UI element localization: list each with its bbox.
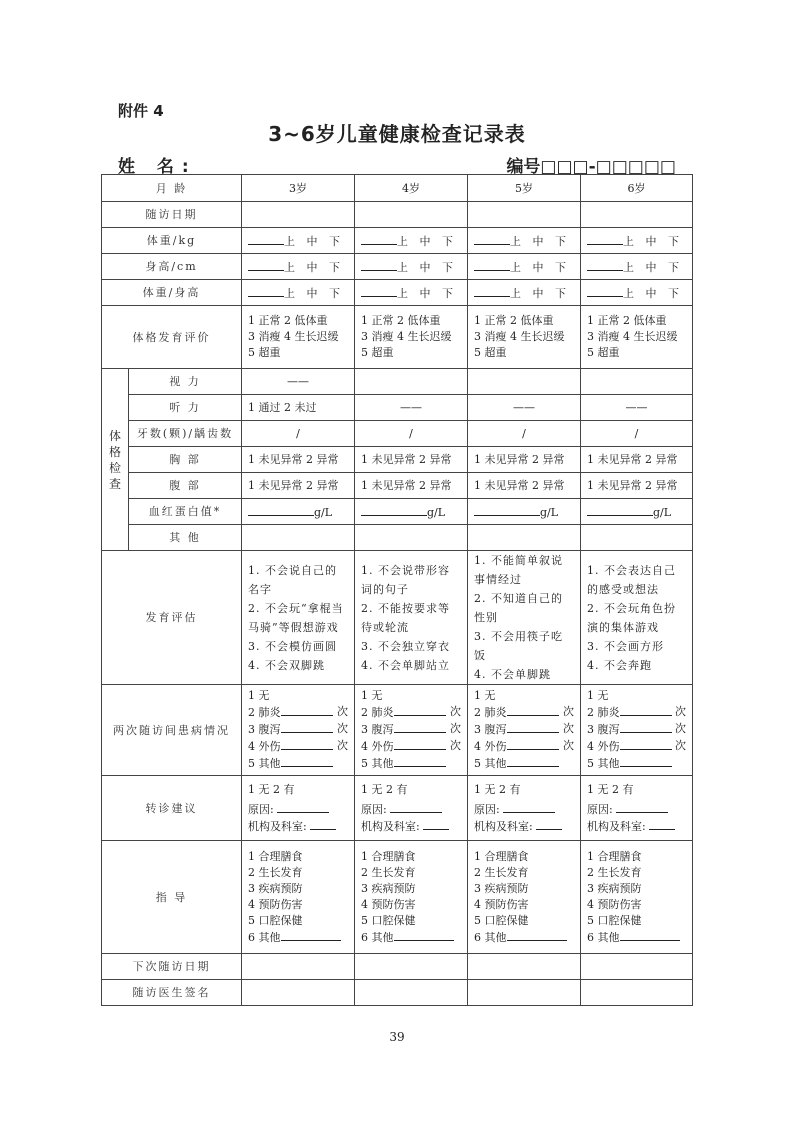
- abdomen-row: [102, 473, 693, 499]
- injury-count-line[interactable]: [394, 738, 446, 750]
- height-label: 身高/cm: [102, 254, 242, 280]
- pneumonia-count-line[interactable]: [281, 704, 333, 716]
- weight-height-input-line[interactable]: [474, 285, 510, 297]
- hearing-label: 听 力: [129, 395, 242, 421]
- vision-label: 视 力: [129, 369, 242, 395]
- growth-eval-label: 体格发育评价: [102, 306, 242, 369]
- weight-height-field[interactable]: 上 中 下: [468, 280, 581, 306]
- abdomen-label: 腹 部: [129, 473, 242, 499]
- doctor-sign-field[interactable]: [468, 980, 581, 1006]
- dev-assess-options[interactable]: 1. 不会说带形容词的句子 2. 不能按要求等待或轮流 3. 不会独立穿衣 4. 不会单脚站立: [355, 551, 468, 685]
- injury-count-line[interactable]: [507, 738, 559, 750]
- column-header-age-2: 4岁: [355, 175, 468, 202]
- weight-height-input-line[interactable]: [361, 285, 397, 297]
- referral-institution-line[interactable]: [310, 818, 336, 830]
- column-header-age-1: 3岁: [242, 175, 355, 202]
- guidance-other-line[interactable]: [507, 929, 567, 941]
- other-exam-field[interactable]: [581, 525, 693, 551]
- teeth-row: [102, 421, 693, 447]
- hearing-field[interactable]: 1 通过 2 未过: [242, 395, 355, 421]
- illness-options[interactable]: 1 无 2 肺炎 次 3 腹泻 次 4 外伤 次 5 其他: [242, 685, 355, 776]
- diarrhea-count-line[interactable]: [620, 721, 672, 733]
- attachment-label: 附件 4: [118, 102, 164, 120]
- hemoglobin-field[interactable]: g/L: [581, 499, 693, 525]
- hemoglobin-row: [102, 499, 693, 525]
- hemoglobin-input-line[interactable]: [248, 504, 314, 516]
- dev-assess-options[interactable]: 1. 不会表达自己的感受或想法 2. 不会玩角色扮演的集体游戏 3. 不会画方形 4. 不会奔跑: [581, 551, 693, 685]
- guidance-options[interactable]: 1 合理膳食 2 生长发育 3 疾病预防 4 预防伤害 5 口腔保健 6 其他: [242, 841, 355, 954]
- hearing-field[interactable]: ——: [581, 395, 693, 421]
- hearing-field[interactable]: ——: [468, 395, 581, 421]
- growth-eval-row: [102, 306, 693, 369]
- doctor-sign-field[interactable]: [355, 980, 468, 1006]
- vision-field[interactable]: [468, 369, 581, 395]
- referral-reason-line[interactable]: [390, 801, 442, 813]
- referral-options[interactable]: 1 无 2 有 原因: 机构及科室:: [242, 776, 355, 841]
- guidance-options[interactable]: 1 合理膳食 2 生长发育 3 疾病预防 4 预防伤害 5 口腔保健 6 其他: [581, 841, 693, 954]
- height-row: [102, 254, 693, 280]
- illness-other-line[interactable]: [394, 755, 446, 767]
- visit-date-field[interactable]: [242, 202, 355, 228]
- column-header-age-3: 5岁: [468, 175, 581, 202]
- abdomen-field[interactable]: 1 未见异常 2 异常: [581, 473, 693, 499]
- weight-height-field[interactable]: 上 中 下: [242, 280, 355, 306]
- guidance-other-line[interactable]: [620, 929, 680, 941]
- abdomen-field[interactable]: 1 未见异常 2 异常: [468, 473, 581, 499]
- growth-eval-options[interactable]: 1 正常 2 低体重 3 消瘦 4 生长迟缓 5 超重: [468, 306, 581, 369]
- other-exam-label: 其 他: [129, 525, 242, 551]
- hemoglobin-input-line[interactable]: [474, 504, 540, 516]
- height-field[interactable]: 上 中 下: [355, 254, 468, 280]
- illness-label: 两次随访间患病情况: [102, 685, 242, 776]
- guidance-other-line[interactable]: [281, 929, 341, 941]
- column-header-age-4: 6岁: [581, 175, 693, 202]
- other-exam-row: [102, 525, 693, 551]
- header-row: [102, 175, 693, 202]
- abdomen-field[interactable]: 1 未见异常 2 异常: [355, 473, 468, 499]
- referral-reason-line[interactable]: [503, 801, 555, 813]
- guidance-other-line[interactable]: [394, 929, 454, 941]
- teeth-field[interactable]: /: [581, 421, 693, 447]
- chest-field[interactable]: 1 未见异常 2 异常: [242, 447, 355, 473]
- page-number: 39: [389, 1030, 405, 1044]
- guidance-label: 指 导: [102, 841, 242, 954]
- pneumonia-count-line[interactable]: [507, 704, 559, 716]
- guidance-options[interactable]: 1 合理膳食 2 生长发育 3 疾病预防 4 预防伤害 5 口腔保健 6 其他: [355, 841, 468, 954]
- vision-field[interactable]: ——: [242, 369, 355, 395]
- visit-date-field[interactable]: [581, 202, 693, 228]
- illness-options[interactable]: 1 无 2 肺炎 次 3 腹泻 次 4 外伤 次 5 其他: [468, 685, 581, 776]
- weight-height-field[interactable]: 上 中 下: [355, 280, 468, 306]
- dev-assess-options[interactable]: 1. 不会说自己的名字 2. 不会玩“拿棍当马骑”等假想游戏 3. 不会模仿画圆 4. 不会双脚跳: [242, 551, 355, 685]
- next-visit-field[interactable]: [468, 954, 581, 980]
- injury-count-line[interactable]: [620, 738, 672, 750]
- exam-group-label: 体格检查: [102, 369, 129, 551]
- weight-field[interactable]: 上 中 下: [581, 228, 693, 254]
- doctor-sign-row: [102, 980, 693, 1006]
- next-visit-field[interactable]: [355, 954, 468, 980]
- weight-label: 体重/kg: [102, 228, 242, 254]
- weight-input-line[interactable]: [474, 233, 510, 245]
- weight-height-field[interactable]: 上 中 下: [581, 280, 693, 306]
- teeth-label: 牙数(颗)/龋齿数: [129, 421, 242, 447]
- health-check-table: [101, 174, 693, 1006]
- hearing-field[interactable]: ——: [355, 395, 468, 421]
- weight-field[interactable]: 上 中 下: [242, 228, 355, 254]
- referral-institution-line[interactable]: [536, 818, 562, 830]
- teeth-field[interactable]: /: [355, 421, 468, 447]
- referral-institution-line[interactable]: [649, 818, 675, 830]
- chest-field[interactable]: 1 未见异常 2 异常: [581, 447, 693, 473]
- weight-row: [102, 228, 693, 254]
- weight-height-row: [102, 280, 693, 306]
- referral-institution-line[interactable]: [423, 818, 449, 830]
- weight-field[interactable]: 上 中 下: [355, 228, 468, 254]
- weight-input-line[interactable]: [361, 233, 397, 245]
- chest-label: 胸 部: [129, 447, 242, 473]
- growth-eval-options[interactable]: 1 正常 2 低体重 3 消瘦 4 生长迟缓 5 超重: [355, 306, 468, 369]
- weight-height-input-line[interactable]: [587, 285, 623, 297]
- visit-date-field[interactable]: [468, 202, 581, 228]
- code-field-label: 编号□□□-□□□□□: [506, 157, 676, 177]
- teeth-field[interactable]: /: [242, 421, 355, 447]
- next-visit-row: [102, 954, 693, 980]
- hemoglobin-input-line[interactable]: [587, 504, 653, 516]
- weight-height-input-line[interactable]: [248, 285, 284, 297]
- illness-options[interactable]: 1 无 2 肺炎 次 3 腹泻 次 4 外伤 次 5 其他: [581, 685, 693, 776]
- hemoglobin-field[interactable]: g/L: [468, 499, 581, 525]
- weight-height-label: 体重/身高: [102, 280, 242, 306]
- vision-field[interactable]: [355, 369, 468, 395]
- referral-options[interactable]: 1 无 2 有 原因: 机构及科室:: [355, 776, 468, 841]
- height-input-line[interactable]: [474, 259, 510, 271]
- diarrhea-count-line[interactable]: [507, 721, 559, 733]
- page-title: 3~6岁儿童健康检查记录表: [268, 122, 526, 146]
- diarrhea-count-line[interactable]: [281, 721, 333, 733]
- referral-label: 转诊建议: [102, 776, 242, 841]
- visit-date-row: [102, 202, 693, 228]
- weight-field[interactable]: 上 中 下: [468, 228, 581, 254]
- illness-other-line[interactable]: [507, 755, 559, 767]
- height-field[interactable]: 上 中 下: [468, 254, 581, 280]
- hearing-row: [102, 395, 693, 421]
- pneumonia-count-line[interactable]: [394, 704, 446, 716]
- doctor-sign-field[interactable]: [242, 980, 355, 1006]
- weight-input-line[interactable]: [587, 233, 623, 245]
- referral-row: [102, 776, 693, 841]
- height-input-line[interactable]: [361, 259, 397, 271]
- column-header-age: 月 龄: [102, 175, 242, 202]
- guidance-options[interactable]: 1 合理膳食 2 生长发育 3 疾病预防 4 预防伤害 5 口腔保健 6 其他: [468, 841, 581, 954]
- chest-field[interactable]: 1 未见异常 2 异常: [468, 447, 581, 473]
- referral-reason-line[interactable]: [616, 801, 668, 813]
- visit-date-field[interactable]: [355, 202, 468, 228]
- referral-reason-line[interactable]: [277, 801, 329, 813]
- referral-options[interactable]: 1 无 2 有 原因: 机构及科室:: [581, 776, 693, 841]
- dev-assess-label: 发育评估: [102, 551, 242, 685]
- other-exam-field[interactable]: [355, 525, 468, 551]
- pneumonia-count-line[interactable]: [620, 704, 672, 716]
- chest-row: [102, 447, 693, 473]
- next-visit-field[interactable]: [242, 954, 355, 980]
- name-field-label: 姓 名:: [118, 157, 197, 177]
- hemoglobin-label: 血红蛋白值*: [129, 499, 242, 525]
- guidance-row: [102, 841, 693, 954]
- illness-options[interactable]: 1 无 2 肺炎 次 3 腹泻 次 4 外伤 次 5 其他: [355, 685, 468, 776]
- growth-eval-options[interactable]: 1 正常 2 低体重 3 消瘦 4 生长迟缓 5 超重: [581, 306, 693, 369]
- vision-row: [102, 369, 693, 395]
- other-exam-field[interactable]: [468, 525, 581, 551]
- diarrhea-count-line[interactable]: [394, 721, 446, 733]
- visit-date-label: 随访日期: [102, 202, 242, 228]
- dev-assess-row: [102, 551, 693, 685]
- injury-count-line[interactable]: [281, 738, 333, 750]
- vision-field[interactable]: [581, 369, 693, 395]
- abdomen-field[interactable]: 1 未见异常 2 异常: [242, 473, 355, 499]
- referral-options[interactable]: 1 无 2 有 原因: 机构及科室:: [468, 776, 581, 841]
- illness-other-line[interactable]: [281, 755, 333, 767]
- doctor-sign-label: 随访医生签名: [102, 980, 242, 1006]
- weight-input-line[interactable]: [248, 233, 284, 245]
- height-field[interactable]: 上 中 下: [242, 254, 355, 280]
- chest-field[interactable]: 1 未见异常 2 异常: [355, 447, 468, 473]
- doctor-sign-field[interactable]: [581, 980, 693, 1006]
- dev-assess-options[interactable]: 1. 不能简单叙说事情经过 2. 不知道自己的性别 3. 不会用筷子吃饭 4. 不会单脚跳: [468, 551, 581, 685]
- hemoglobin-field[interactable]: g/L: [242, 499, 355, 525]
- height-input-line[interactable]: [587, 259, 623, 271]
- next-visit-field[interactable]: [581, 954, 693, 980]
- illness-other-line[interactable]: [620, 755, 672, 767]
- height-field[interactable]: 上 中 下: [581, 254, 693, 280]
- next-visit-label: 下次随访日期: [102, 954, 242, 980]
- teeth-field[interactable]: /: [468, 421, 581, 447]
- illness-row: [102, 685, 693, 776]
- height-input-line[interactable]: [248, 259, 284, 271]
- hemoglobin-input-line[interactable]: [361, 504, 427, 516]
- growth-eval-options[interactable]: 1 正常 2 低体重 3 消瘦 4 生长迟缓 5 超重: [242, 306, 355, 369]
- other-exam-field[interactable]: [242, 525, 355, 551]
- hemoglobin-field[interactable]: g/L: [355, 499, 468, 525]
